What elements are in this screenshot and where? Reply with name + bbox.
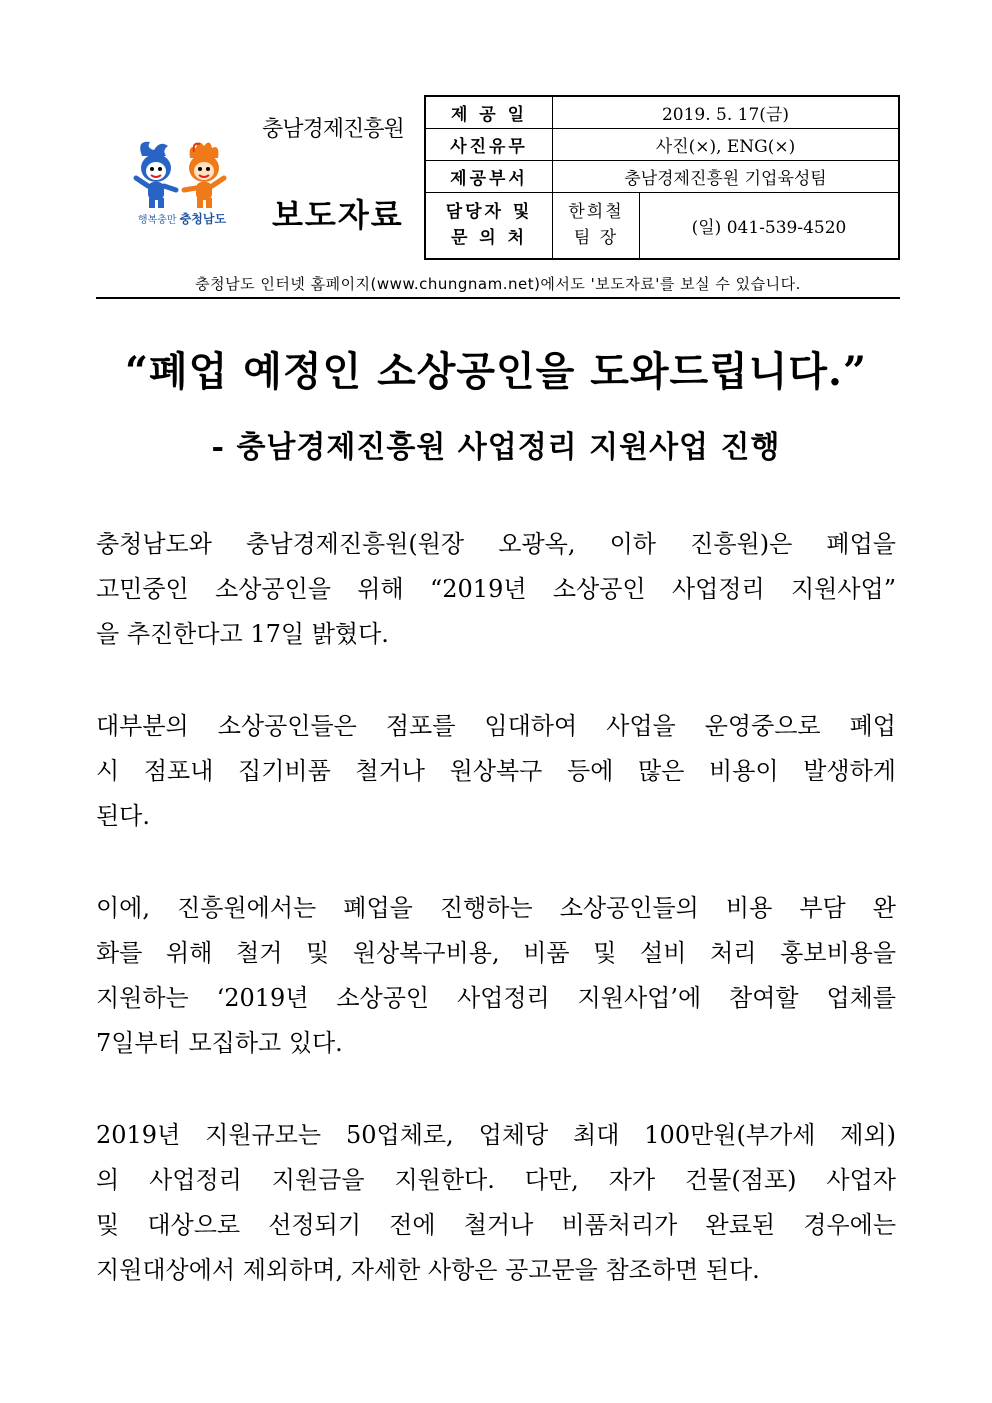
paragraph-line: 고민중인 소상공인을 위해 “2019년 소상공인 사업정리 지원사업” (96, 575, 896, 603)
contact-name: 한희철 (568, 202, 624, 223)
blue-mascot-icon (136, 142, 176, 208)
subheadline: - 충남경제진흥원 사업정리 지원사업 진행 (211, 430, 781, 465)
headline: “폐업 예정인 소상공인을 도와드립니다.” (125, 348, 867, 395)
department-value: 충남경제진흥원 기업육성팀 (553, 160, 900, 192)
document-type-title: 보도자료 (272, 196, 404, 234)
article-body (96, 522, 896, 1340)
contact-person (553, 192, 640, 259)
paragraph-3 (96, 886, 896, 1066)
press-info-table (424, 95, 900, 260)
photo-label: 사진유무 (425, 128, 553, 160)
homepage-notice: 충청남도 인터넷 홈페이지(www.chungnam.net)에서도 '보도자료'를 보실 수 있습니다. (195, 275, 801, 293)
contact-label (425, 192, 553, 259)
date-value: 2019. 5. 17(금) (553, 96, 900, 128)
paragraph-line: 지원대상에서 제외하며, 자세한 사항은 공고문을 참조하면 된다. (96, 1256, 760, 1284)
paragraph-line: 시 점포내 집기비품 철거나 원상복구 등에 많은 비용이 발생하게 (96, 757, 896, 785)
paragraph-1 (96, 522, 896, 657)
contact-title: 팀 장 (573, 228, 619, 249)
paragraph-2 (96, 704, 896, 839)
paragraph-line: 7일부터 모집하고 있다. (96, 1029, 343, 1057)
orange-mascot-icon (184, 142, 224, 208)
contact-label-line-2: 문 의 처 (450, 228, 528, 249)
photo-value: 사진(×), ENG(×) (553, 128, 900, 160)
organization-name: 충남경제진흥원 (262, 117, 404, 142)
logo-caption-small: 행복충만 (137, 215, 177, 226)
paragraph-line: 이에, 진흥원에서는 폐업을 진행하는 소상공인들의 비용 부담 완 (96, 894, 896, 922)
date-label: 제 공 일 (425, 96, 553, 128)
paragraph-line: 지원하는 ‘2019년 소상공인 사업정리 지원사업’에 참여할 업체를 (96, 984, 896, 1012)
paragraph-line: 대부분의 소상공인들은 점포를 임대하여 사업을 운영중으로 폐업 (96, 712, 896, 740)
contact-label-line-1: 담당자 및 (445, 202, 533, 223)
paragraph-4 (96, 1113, 896, 1293)
paragraph-line: 2019년 지원규모는 50업체로, 업체당 최대 100만원(부가세 제외) (96, 1121, 896, 1149)
logo-caption-region: 충청남도 (179, 212, 227, 226)
paragraph-line: 을 추진한다고 17일 밝혔다. (96, 620, 389, 648)
logo-caption (128, 210, 236, 227)
paragraph-line: 된다. (96, 802, 150, 830)
department-label: 제공부서 (425, 160, 553, 192)
paragraph-line: 및 대상으로 선정되기 전에 철거나 비품처리가 완료된 경우에는 (96, 1211, 896, 1239)
paragraph-line: 의 사업정리 지원금을 지원한다. 다만, 자가 건물(점포) 사업자 (96, 1166, 896, 1194)
contact-phone: (일) 041-539-4520 (640, 192, 900, 259)
paragraph-line: 충청남도와 충남경제진흥원(원장 오광옥, 이하 진흥원)은 폐업을 (96, 530, 896, 558)
header-divider (96, 297, 900, 299)
paragraph-line: 화를 위해 철거 및 원상복구비용, 비품 및 설비 처리 홍보비용을 (96, 939, 896, 967)
